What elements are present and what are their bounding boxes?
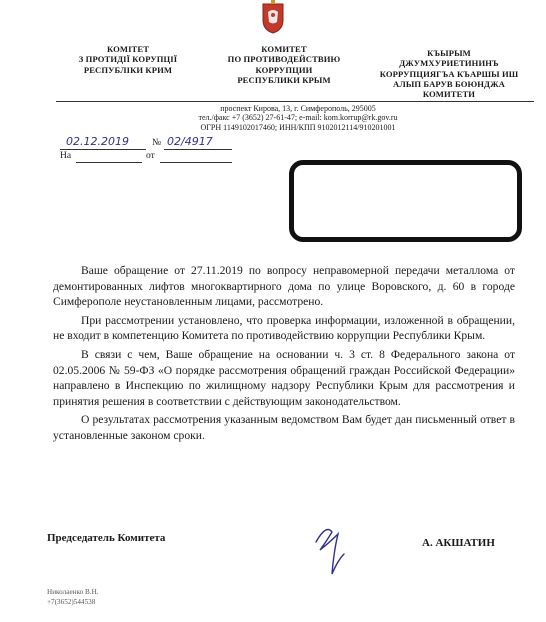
header-russian-line: РЕСПУБЛИКИ КРЫМ	[237, 74, 331, 85]
body-paragraph: При рассмотрении установлено, что проверка информации, изложенной в обращении, не входит в компетенцию Комитета по противодействию коррупции Республики Крым.	[53, 313, 515, 343]
signatory-title: Председатель Комитета	[47, 532, 166, 544]
ot-label: от	[146, 151, 155, 161]
handwritten-date: 02.12.2019	[66, 135, 129, 148]
executor-name: Николаенко В.Н.	[47, 588, 99, 596]
number-underline	[164, 149, 232, 150]
na-label: На	[60, 151, 72, 161]
header-russian	[214, 44, 354, 85]
header-ukrainian	[58, 44, 198, 75]
header-ukrainian-line: РЕСПУБЛІКИ КРИМ	[83, 64, 173, 75]
contact-phone-email: тел./факс +7 (3652) 27-61-47; e-mail: kom.korrup@rk.gov.ru	[198, 113, 398, 123]
body-paragraph: О результатах рассмотрения указанным ведомством Вам будет дан письменный ответ в установленные законом сроки.	[53, 413, 515, 442]
executor-phone: +7(3652)544538	[47, 598, 96, 606]
executor-block	[47, 587, 99, 607]
redacted-address-box	[289, 160, 522, 242]
letter-body	[53, 263, 515, 447]
header-ukrainian-line: КОМІТЕТ	[106, 44, 150, 54]
header-russian-line: КОРРУПЦИИ	[255, 64, 313, 75]
body-paragraph: В связи с чем, Ваше обращение на основании ч. 3 ст. 8 Федерального закона от 02.05.2006 № 59-ФЗ «О порядке рассмотрения обращений граждан Российской Федерации» направлено в Инспекцию по жилищному надзору Республики Крым для рассмотрения и принятия решения в соответствии с действующим законодательством.	[53, 347, 515, 408]
header-crimean-tatar-line: ДЖУМХУРИЕТИНИНЪ	[399, 58, 499, 69]
header-ukrainian-line: З ПРОТИДІЇ КОРУПЦІЇ	[78, 54, 178, 65]
na-underline	[76, 162, 142, 163]
header-crimean-tatar	[364, 48, 534, 99]
body-paragraph: Ваше обращение от 27.11.2019 по вопросу неправомерной передачи металлома от демонтированных лифтов многоквартирного дома по улице Воровского, д. 60 в городе Симферополе неустановленным лицами, рассмотрено.	[53, 264, 515, 309]
header-russian-line: КОМИТЕТ	[261, 44, 307, 54]
header-russian-line: ПО ПРОТИВОДЕЙСТВИЮ	[227, 54, 341, 65]
header-divider	[56, 101, 534, 102]
contact-address: проспект Кирова, 13, г. Симферополь, 295005	[220, 104, 376, 113]
header-crimean-tatar-line: КОМИТЕТИ	[422, 89, 476, 100]
contact-ogrn: ОГРН 1149102017460; ИНН/КПП 9102012114/910201001	[200, 122, 396, 132]
contact-block	[168, 104, 428, 132]
header-crimean-tatar-line: КОРРУПЦИЯГЪА КЪАРШЫ ИШ	[379, 68, 519, 79]
header-crimean-tatar-line: АЛЫП БАРУВ БОЮНДЖА	[393, 78, 505, 89]
signatory-name: А. АКШАТИН	[422, 537, 495, 549]
number-label: №	[152, 138, 162, 148]
date-underline	[60, 149, 146, 150]
header-crimean-tatar-line: КЪЫРЫМ	[427, 48, 471, 58]
handwritten-signature	[312, 520, 348, 576]
ot-underline	[160, 162, 232, 163]
crimea-emblem-icon	[261, 0, 285, 34]
handwritten-number: 02/4917	[167, 135, 213, 148]
